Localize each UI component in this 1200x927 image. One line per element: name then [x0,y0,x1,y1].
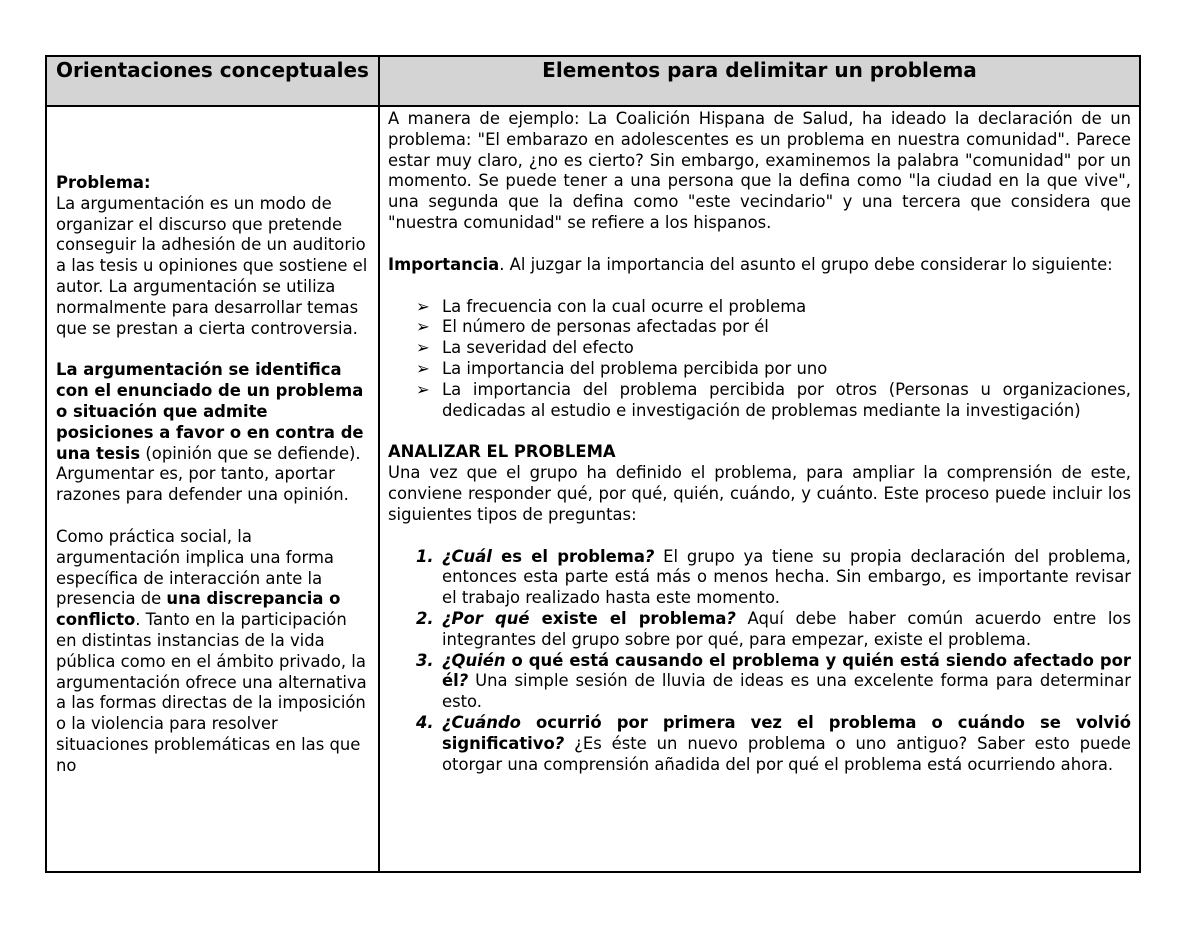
arrow-bullet-icon: ➢ [416,338,430,358]
question-number: 3. [416,650,434,670]
list-item: ➢ La frecuencia con la cual ocurre el problema [416,296,807,316]
header-left: Orientaciones conceptuales [46,56,379,106]
left-paragraph-3-bold: una discrepancia o conflicto [56,589,341,630]
list-item: ➢ La severidad del efecto [416,338,634,358]
content-table [45,55,1141,873]
body-row [46,106,1140,872]
left-paragraph-2-bold: La argumentación se identifica con el enunciado de un problema o situación que admite posiciones a favor o en contra de una tesis [56,360,364,463]
problema-heading: Problema: [56,173,151,192]
arrow-bullet-icon: ➢ [416,317,430,337]
left-paragraph-2 [56,360,370,506]
left-column [46,106,379,872]
question-number: 2. [416,608,434,628]
header-right: Elementos para delimitar un problema [379,56,1140,106]
arrow-bullet-icon: ➢ [416,296,430,316]
importancia-list [388,297,1131,422]
question-item: 3. ¿Quién o qué está causando el problema y quién está siendo afectado por él? Una simple sesión de lluvia de ideas es una excelente forma para determinar esto. [416,650,1131,712]
question-item: 2. ¿Por qué existe el problema? Aquí debe haber común acuerdo entre los integrantes del grupo sobre por qué, para empezar, existe el problema. [416,608,1131,649]
question-item: 1. ¿Cuál es el problema? El grupo ya tiene su propia declaración del problema, entonces esta parte está más o menos hecha. Sin embargo, es importante revisar el trabajo realizado hasta este momento. [416,546,1131,608]
list-item: ➢ El número de personas afectadas por él [416,317,769,337]
left-paragraph-2-rest: (opinión que se defiende). Argumentar es, por tanto, aportar razones para defender una opinión. [56,443,361,505]
importancia-label: Importancia [388,254,500,274]
questions-list [388,547,1131,776]
arrow-bullet-icon: ➢ [416,358,430,378]
question-item: 4. ¿Cuándo ocurrió por primera vez el problema o cuándo se volvió significativo? ¿Es éste un nuevo problema o uno antiguo? Saber esto puede otorgar una comprensión añadida del por qué el problema está ocurriendo ahora. [416,712,1131,774]
header-row [46,56,1140,106]
analizar-paragraph: Una vez que el grupo ha definido el problema, para ampliar la comprensión de este, conviene responder qué, por qué, quién, cuándo, y cuánto. Este proceso puede incluir los siguientes tipos de preguntas: [388,463,1131,524]
left-paragraph-3: Como práctica social, la argumentación implica una forma específica de interacción ante la presencia de una discrepancia o conflicto. Tanto en la participación en distintas instancias de la vida pública como en el ámbito privado, la argumentación ofrece una alternativa a las formas directas de la imposición o la violencia para resolver situaciones problemáticas en las que no [56,526,367,775]
list-item: ➢ La importancia del problema percibida por otros (Personas u organizaciones, dedicadas al estudio e investigación de problemas mediante la investigación) [416,379,1131,420]
arrow-bullet-icon: ➢ [416,379,430,399]
importancia-paragraph: Importancia. Al juzgar la importancia del asunto el grupo debe considerar lo siguiente: [388,254,1113,274]
analizar-title: ANALIZAR EL PROBLEMA [388,442,616,462]
question-number: 4. [416,712,434,732]
intro-paragraph: A manera de ejemplo: La Coalición Hispana de Salud, ha ideado la declaración de un problema: "El embarazo en adolescentes es un problema en nuestra comunidad". Parece estar muy claro, ¿no es cierto? Sin embargo, examinemos la palabra "comunidad" por un momento. Se puede tener a una persona que la defina como "la ciudad en la que vive", una segunda que la defina como "este vecindario" y una tercera que considera que "nuestra comunidad" se refiere a los hispanos. [388,109,1131,232]
left-paragraph-1: La argumentación es un modo de organizar el discurso que pretende conseguir la adhesión de un auditorio a las tesis u opiniones que sostiene el autor. La argumentación se utiliza normalmente para desarrollar temas que se prestan a cierta controversia. [56,193,368,338]
list-item: ➢ La importancia del problema percibida por uno [416,358,828,378]
right-column [379,106,1140,872]
question-number: 1. [416,546,434,566]
